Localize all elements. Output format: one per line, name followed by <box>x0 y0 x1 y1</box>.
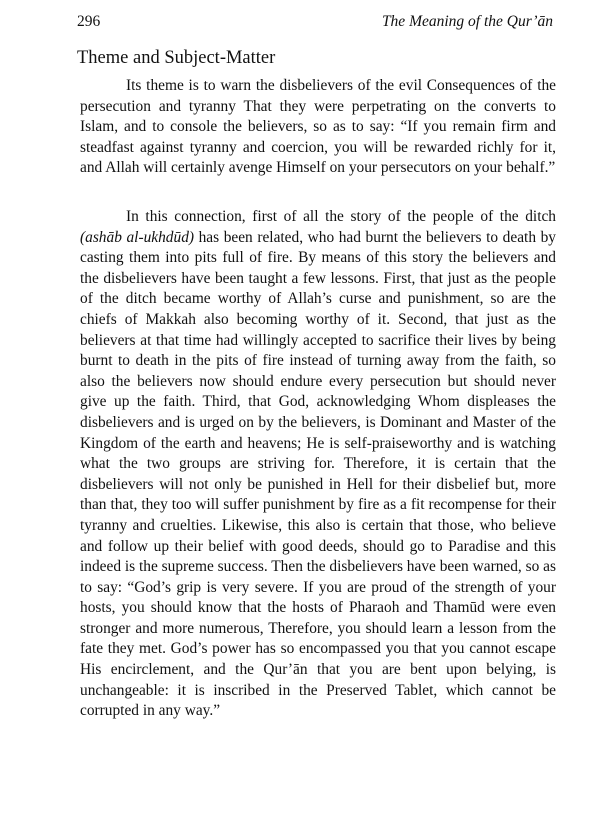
running-title: The Meaning of the Qur’ān <box>381 13 553 30</box>
paragraph-story-rest: has been related, who had burnt the believers to death by casting them into pits full of fire. By means of this story the believers and the disbelievers have been taught a few lessons. First, that just as the people of the ditch became worthy of Allah’s curse and punishment, so are the chiefs of Makkah also becoming worthy of it. Second, that just as the believers at that time had willingly accepted to sacrifice their lives by being burnt to death in the pits of fire instead of turning away from the faith, so also the believers now should endure every persecution but should never give up the faith. Third, that God, acknowledging Whom displeases the disbelievers and is urged on by the believers, is Dominant and Master of the Kingdom of the earth and heavens; He is self-praiseworthy and is watching what the two groups are striving for. Therefore, it is certain that the disbelievers will not only be punished in Hell for their disbelief but, more than that, they too will suffer punishment by fire as a fit recompense for their tyranny and cruelties. Likewise, this also is certain that those, who believe and follow up their belief with good deeds, should go to Paradise and this indeed is the supreme success. Then the disbelievers have been warned, so as to say: “God’s grip is very severe. If you are proud of the strength of your hosts, you should know that the hosts of Pharaoh and Thamūd were even stronger and more numerous, Therefore, you should learn a lesson from the fate they met. God’s power has so encompassed you that you cannot escape His encirclement, and the Qur’ān that you are bent upon belying, is unchangeable: it is inscribed in the Preserved Tablet, which cannot be corrupted in any way.” <box>80 228 556 720</box>
section-heading: Theme and Subject-Matter <box>77 48 276 68</box>
paragraph-story <box>80 207 556 722</box>
italic-term: (ashāb al-ukhdūd) <box>80 228 195 246</box>
page-number: 296 <box>77 13 101 30</box>
paragraph-theme: Its theme is to warn the disbelievers of the evil Consequences of the persecution and tyranny That they were perpetrating on the converts to Islam, and to console the believers, so as to say: “If you remain firm and steadfast against tyranny and coercion, you will be rewarded richly for it, and Allah will certainly avenge Himself on your persecutors on your behalf.” <box>80 77 556 177</box>
page-header <box>77 13 553 35</box>
paragraph-story-start: In this connection, first of all the story of the people of the ditch <box>126 208 556 225</box>
